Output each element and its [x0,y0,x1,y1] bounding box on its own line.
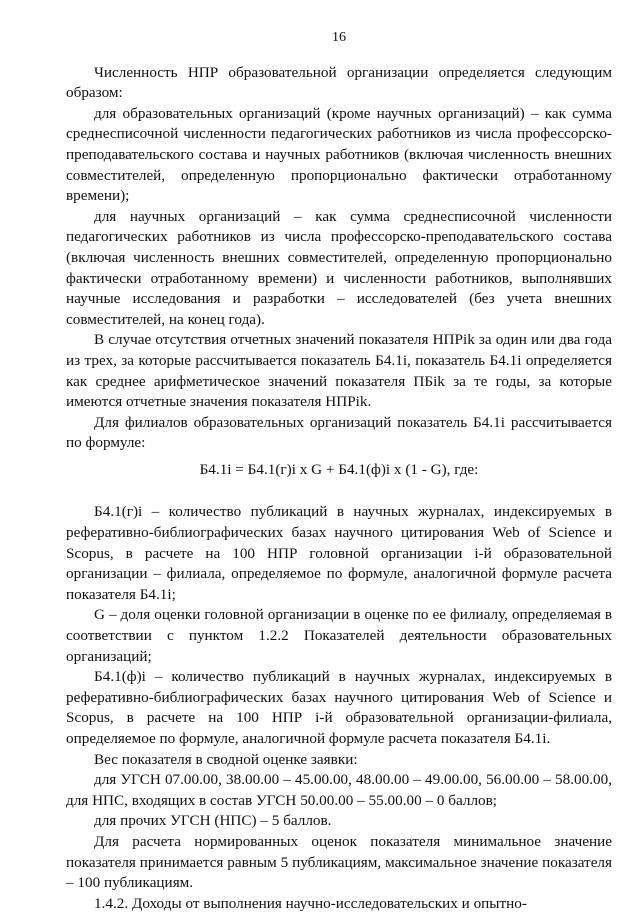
page-number: 16 [332,30,346,45]
paragraph-weight-ugsn: для УГСН 07.00.00, 38.00.00 – 45.00.00, 48.00.00 – 49.00.00, 56.00.00 – 58.00.00, для НПС, входящих в состав УГСН 50.00.00 – 55.00.00 – 0 баллов; [66,771,612,809]
paragraph-missing-values: В случае отсутствия отчетных значений показателя НПРik за один или два года из трех, за которые рассчитывается показатель Б4.1i, показатель Б4.1i определяется как среднее арифметическое значений показателя ПБik за те годы, за которые имеются отчетные значения показателя НПРik. [66,331,612,411]
paragraph-weight-heading: Вес показателя в сводной оценке заявки: [94,750,358,768]
paragraph-g-definition: G – доля оценки головной организации в оценке по ее филиалу, определяемая в соответствии с пунктом 1.2.2 Показателей деятельности образовательных организаций; [66,606,612,665]
paragraph-educational-orgs: для образовательных организаций (кроме научных организаций) – как сумма среднесписочной численности педагогических работников из числа профессорско-преподавательского состава и научных работников (включая численность внешних совместителей, определенную пропорционально фактически отработанному времени); [66,104,612,205]
paragraph-scientific-orgs: для научных организаций – как сумма среднесписочной численности педагогических работников из числа профессорско-преподавательского состава (включая численность внешних совместителей, определенную пропорционально фактически отработанному времени) и численности работников, выполнявших научные исследования и разработки – исследователей (без учета внешних совместителей, на конец года). [66,207,612,328]
paragraph-b41-head: Б4.1(г)i – количество публикаций в научных журналах, индексируемых в реферативно-библиографических базах научного цитирования Web of Science и Scopus, в расчете на 100 НПР головной организации i-й образовательной организации – филиала, определяемое по формуле, аналогичной формуле расчета показателя Б4.1i; [66,503,612,603]
paragraph-normalization: Для расчета нормированных оценок показателя минимальное значение показателя принимается равным 5 публикациям, максимальное значение показателя – 100 публикациям. [66,832,612,892]
paragraph-npr-definition: Численность НПР образовательной организации определяется следующим образом: [66,63,612,102]
paragraph-section-142: 1.4.2. Доходы от выполнения научно-исследовательских и опытно- [94,894,527,912]
paragraph-b41-branch: Б4.1(ф)i – количество публикаций в научных журналах, индексируемых в реферативно-библиографических базах научного цитирования Web of Science и Scopus, в расчете на 100 НПР i-й образовательной организации-филиала, определяемое по формуле, аналогичной формуле расчета показателя Б4.1i. [66,668,612,747]
paragraph-weight-other: для прочих УГСН (НПС) – 5 баллов. [94,812,332,830]
formula: Б4.1i = Б4.1(г)i x G + Б4.1(ф)i x (1 - G), где: [199,460,479,478]
paragraph-branches-intro: Для филиалов образовательных организаций показатель Б4.1i рассчитывается по формуле: [66,413,612,452]
